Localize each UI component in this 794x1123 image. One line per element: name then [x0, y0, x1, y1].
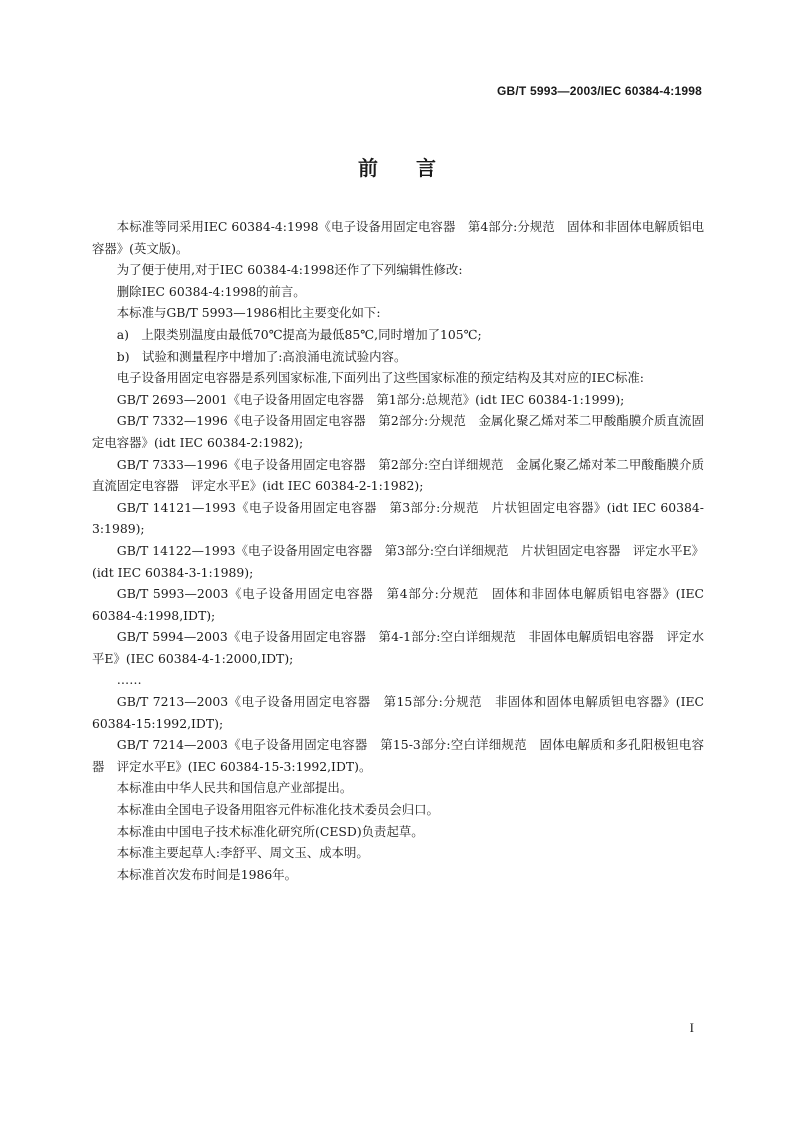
paragraph-changes-intro: 本标准与GB/T 5993—1986相比主要变化如下:: [116, 305, 381, 321]
ellipsis: ……: [116, 672, 142, 688]
list-item-standard: GB/T 7213—2003《电子设备用固定电容器 第15部分:分规范 非固体和固体电解质钽电容器》(IEC 60384-15:1992,IDT);: [92, 694, 704, 731]
paragraph-proposer: 本标准由中华人民共和国信息产业部提出。: [116, 780, 353, 796]
paragraph-series-intro: 电子设备用固定电容器是系列国家标准,下面列出了这些国家标准的预定结构及其对应的IEC标准:: [116, 370, 644, 386]
list-item-standard: GB/T 5993—2003《电子设备用固定电容器 第4部分:分规范 固体和非固体电解质铝电容器》(IEC 60384-4:1998,IDT);: [92, 586, 704, 623]
list-item-change-b: b) 试验和测量程序中增加了:高浪涌电流试验内容。: [116, 348, 407, 364]
paragraph-first-release: 本标准首次发布时间是1986年。: [116, 866, 298, 882]
list-item-standard: GB/T 7214—2003《电子设备用固定电容器 第15-3部分:空白详细规范 固体电解质和多孔阳极钽电容器 评定水平E》(IEC 60384-15-3:1992,IDT)。: [92, 737, 704, 774]
paragraph-adoption: 本标准等同采用IEC 60384-4:1998《电子设备用固定电容器 第4部分:分规范 固体和非固体电解质铝电容器》(英文版)。: [92, 219, 704, 256]
list-item-standard: GB/T 2693—2001《电子设备用固定电容器 第1部分:总规范》(idt IEC 60384-1:1999);: [116, 391, 625, 407]
list-item-standard: GB/T 7332—1996《电子设备用固定电容器 第2部分:分规范 金属化聚乙烯对苯二甲酸酯膜介质直流固定电容器》(idt IEC 60384-2:1982);: [92, 413, 704, 450]
list-item-standard: GB/T 5994—2003《电子设备用固定电容器 第4-1部分:空白详细规范 非固体电解质铝电容器 评定水平E》(IEC 60384-4-1:2000,IDT);: [92, 629, 704, 666]
paragraph-drafting-org: 本标准由中国电子技术标准化研究所(CESD)负责起草。: [116, 823, 424, 839]
page-number: I: [689, 1020, 694, 1035]
list-item-standard: GB/T 14121—1993《电子设备用固定电容器 第3部分:分规范 片状钽固定电容器》(idt IEC 60384-3:1989);: [92, 499, 704, 537]
preface-body: [92, 216, 717, 885]
standard-number: GB/T 5993—2003/IEC 60384-4:1998: [497, 84, 702, 98]
paragraph-editorial-change: 删除IEC 60384-4:1998的前言。: [116, 283, 306, 299]
list-item-standard: GB/T 14122—1993《电子设备用固定电容器 第3部分:空白详细规范 片状钽固定电容器 评定水平E》(idt IEC 60384-3-1:1989);: [92, 542, 704, 580]
list-item-standard: GB/T 7333—1996《电子设备用固定电容器 第2部分:空白详细规范 金属化聚乙烯对苯二甲酸酯膜介质 直流固定电容器 评定水平E》(idt IEC 60384-2-1:1982);: [92, 456, 717, 494]
paragraph-drafters: 本标准主要起草人:李舒平、周文玉、成本明。: [116, 845, 369, 861]
page-title: 前言: [358, 156, 474, 180]
paragraph-committee: 本标准由全国电子设备用阻容元件标准化技术委员会归口。: [116, 802, 439, 818]
paragraph-editorial-intro: 为了便于使用,对于IEC 60384-4:1998还作了下列编辑性修改:: [116, 262, 463, 278]
list-item-change-a: a) 上限类别温度由最低70℃提高为最低85℃,同时增加了105℃;: [116, 326, 482, 342]
